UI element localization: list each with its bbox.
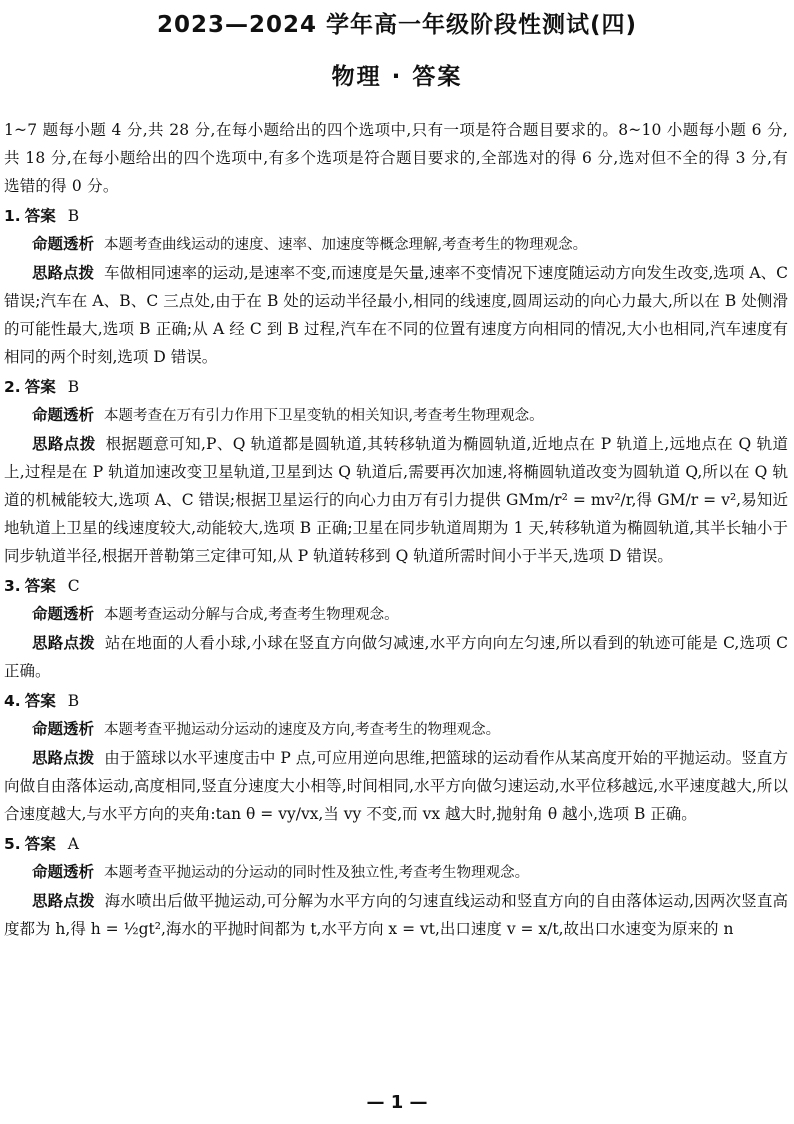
analysis-label: 命题透析 xyxy=(32,235,95,253)
answer-label: 答案 xyxy=(24,207,56,225)
analysis-label: 命题透析 xyxy=(32,720,95,738)
analysis-text: 本题考查平抛运动的分运动的同时性及独立性,考查考生物理观念。 xyxy=(104,865,530,881)
analysis-label: 命题透析 xyxy=(32,863,95,881)
answer-choice: C xyxy=(67,577,80,595)
analysis-line xyxy=(32,858,788,887)
document-body xyxy=(4,116,788,943)
analysis-text: 本题考查在万有引力作用下卫星变轨的相关知识,考查考生物理观念。 xyxy=(104,408,544,424)
answer-label: 答案 xyxy=(24,835,56,853)
analysis-text: 本题考查运动分解与合成,考查考生物理观念。 xyxy=(104,607,399,623)
hint-paragraph xyxy=(4,430,788,570)
hint-text: 车做相同速率的运动,是速率不变,而速度是矢量,速率不变情况下速度随运动方向发生改变,选项 A、C 错误;汽车在 A、B、C 三点处,由于在 B 处的运动半径最小,相同的线速度,圆周运动的向心力最大,所以在 B 处侧滑的可能性最大,选项 B 正确;从 A 经 C 到 B 过程,汽车在不同的位置有速度方向相同的情况,大小也相同,汽车速度有相同的两个时刻,选项 D 错误。 xyxy=(4,264,788,366)
hint-label: 思路点拨 xyxy=(32,264,95,282)
analysis-label: 命题透析 xyxy=(32,605,95,623)
question-number: 2. xyxy=(4,378,21,396)
analysis-text: 本题考查曲线运动的速度、速率、加速度等概念理解,考查考生的物理观念。 xyxy=(104,237,588,253)
hint-text: 由于篮球以水平速度击中 P 点,可应用逆向思维,把篮球的运动看作从某高度开始的平抛运动。竖直方向做自由落体运动,高度相同,竖直分速度大小相等,时间相同,水平方向做匀速运动,水平位移越远,水平速度越大,所以合速度越大,与水平方向的夹角:tan θ = vy/vx,当 vy 不变,而 vx 越大时,抛射角 θ 越小,选项 B 正确。 xyxy=(4,749,788,823)
hint-text: 站在地面的人看小球,小球在竖直方向做匀减速,水平方向向左匀速,所以看到的轨迹可能是 C,选项 C 正确。 xyxy=(4,634,788,680)
answer-label: 答案 xyxy=(24,577,56,595)
question-number: 5. xyxy=(4,835,21,853)
hint-paragraph xyxy=(4,744,788,828)
question-list xyxy=(4,202,788,943)
answer-line xyxy=(4,373,788,401)
hint-label: 思路点拨 xyxy=(32,892,95,910)
question-number: 1. xyxy=(4,207,21,225)
answer-choice: B xyxy=(67,692,80,710)
analysis-line xyxy=(32,600,788,629)
hint-label: 思路点拨 xyxy=(32,634,95,652)
question-item xyxy=(4,687,788,828)
question-item xyxy=(4,572,788,685)
question-item xyxy=(4,830,788,943)
question-item xyxy=(4,202,788,371)
answer-choice: B xyxy=(67,207,80,225)
analysis-line xyxy=(32,715,788,744)
hint-label: 思路点拨 xyxy=(32,435,96,453)
analysis-line xyxy=(32,401,788,430)
question-item xyxy=(4,373,788,570)
hint-text: 海水喷出后做平抛运动,可分解为水平方向的匀速直线运动和竖直方向的自由落体运动,因两次竖直高度都为 h,得 h = ½gt²,海水的平抛时间都为 t,水平方向 x = vt,出口速度 v = x/t,故出口水速变为原来的 n xyxy=(4,892,788,938)
scoring-instructions: 1~7 题每小题 4 分,共 28 分,在每小题给出的四个选项中,只有一项是符合题目要求的。8~10 小题每小题 6 分,共 18 分,在每小题给出的四个选项中,有多个选项是符合题目要求的,全部选对的得 6 分,选对但不全的得 3 分,有选错的得 0 分。 xyxy=(4,121,788,195)
page-number: — 1 — xyxy=(366,1092,428,1113)
hint-text: 根据题意可知,P、Q 轨道都是圆轨道,其转移轨道为椭圆轨道,近地点在 P 轨道上,远地点在 Q 轨道上,过程是在 P 轨道加速改变卫星轨道,卫星到达 Q 轨道后,需要再次加速,将椭圆轨道改变为圆轨道 Q,所以在 Q 轨道的机械能较大,选项 A、C 错误;根据卫星运行的向心力由万有引力提供 GMm/r² = mv²/r,得 GM/r = v²,易知近地轨道上卫星的线速度较大,动能较大,选项 B 正确;卫星在同步轨道周期为 1 天,转移轨道为椭圆轨道,其半长轴小于同步轨道半径,根据开普勒第三定律可知,从 P 轨道转移到 Q 轨道所需时间小于半天,选项 D 错误。 xyxy=(4,435,788,565)
hint-label: 思路点拨 xyxy=(32,749,95,767)
answer-line xyxy=(4,572,788,600)
analysis-line xyxy=(32,230,788,259)
answer-choice: A xyxy=(67,835,79,853)
question-number: 4. xyxy=(4,692,21,710)
document-subtitle: 物理 · 答案 xyxy=(331,64,463,90)
answer-line xyxy=(4,830,788,858)
answer-line xyxy=(4,202,788,230)
analysis-label: 命题透析 xyxy=(32,406,95,424)
answer-label: 答案 xyxy=(24,378,56,396)
answer-choice: B xyxy=(67,378,80,396)
answer-line xyxy=(4,687,788,715)
hint-paragraph xyxy=(4,629,788,685)
hint-paragraph xyxy=(4,887,788,943)
analysis-text: 本题考查平抛运动分运动的速度及方向,考查考生的物理观念。 xyxy=(104,722,501,738)
answer-label: 答案 xyxy=(24,692,56,710)
document-title: 2023—2024 学年高一年级阶段性测试(四) xyxy=(156,12,638,38)
question-number: 3. xyxy=(4,577,21,595)
hint-paragraph xyxy=(4,259,788,371)
